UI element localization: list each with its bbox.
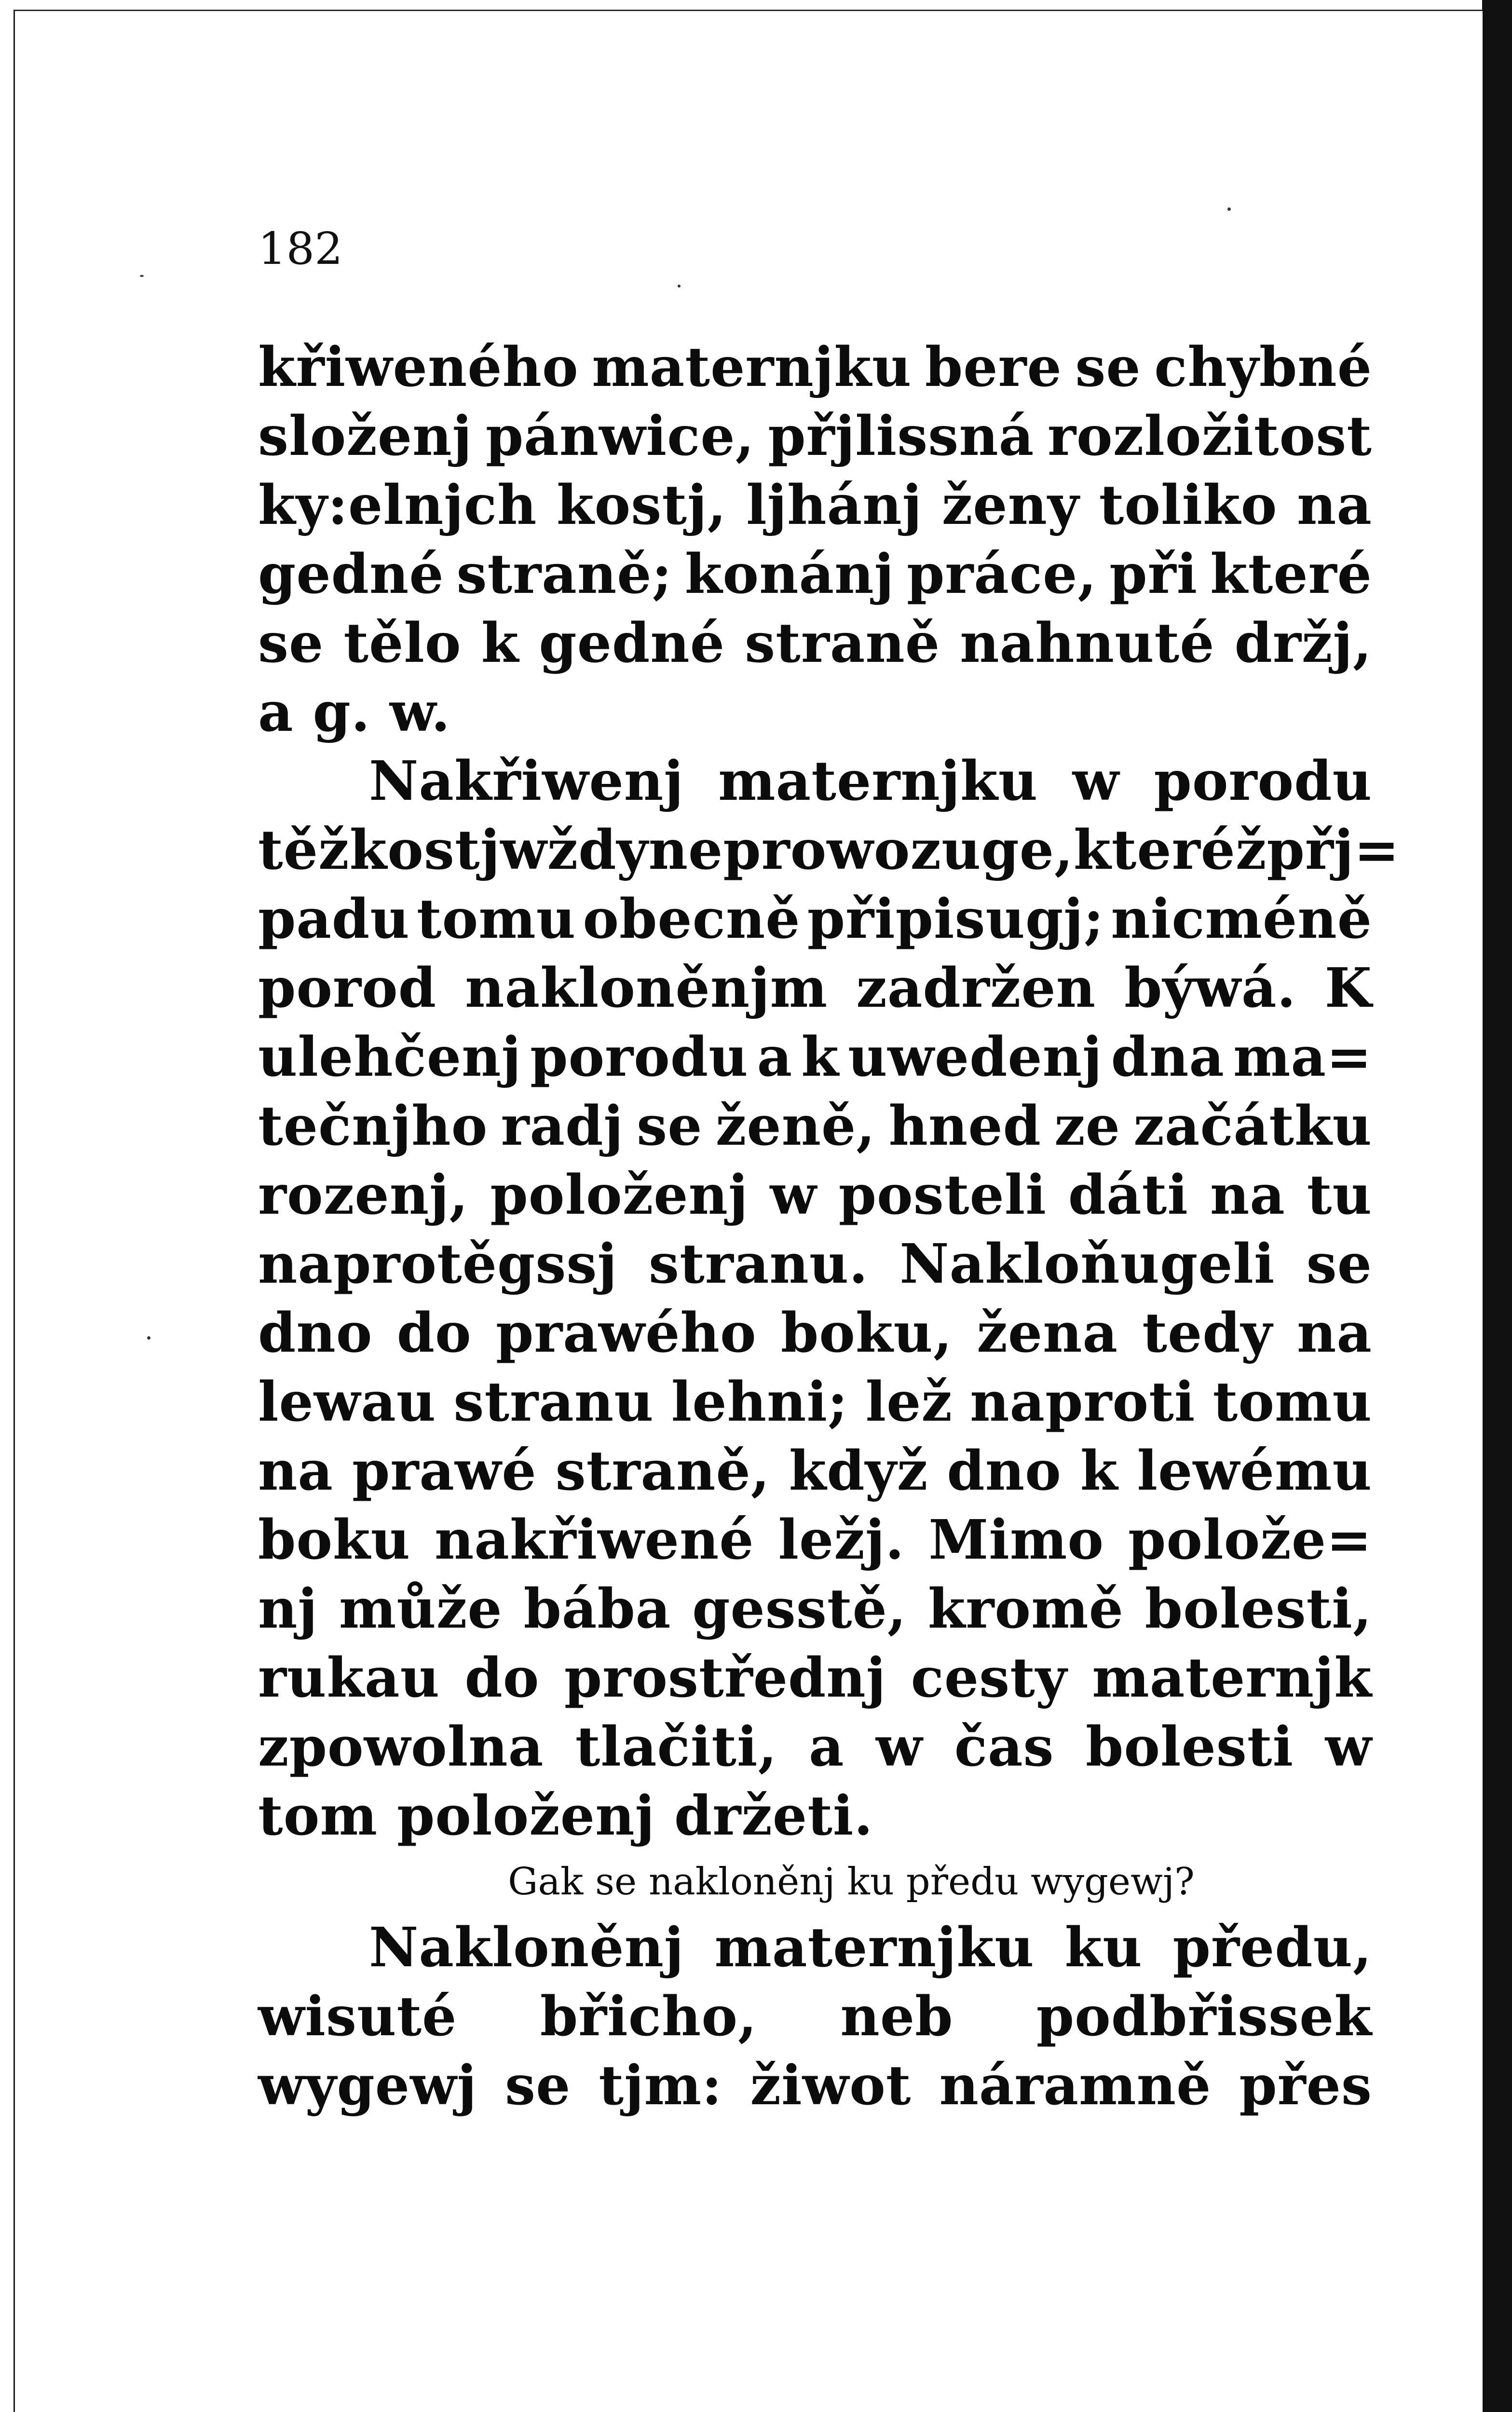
word: na bbox=[1297, 474, 1372, 537]
word: boku bbox=[258, 1508, 411, 1572]
word: neb bbox=[840, 1985, 954, 2048]
word: lehni; bbox=[671, 1370, 848, 1434]
word: wždy bbox=[500, 819, 649, 882]
word: obecně bbox=[583, 888, 801, 951]
word: kostj, bbox=[556, 474, 727, 537]
word: ku bbox=[1064, 1916, 1143, 1979]
word: kteréž bbox=[1074, 819, 1267, 882]
word: hned bbox=[888, 1095, 1041, 1158]
word: neprowozuge, bbox=[648, 819, 1074, 882]
word: křiweného bbox=[258, 336, 579, 399]
word: které bbox=[1210, 543, 1372, 606]
word: nicméně bbox=[1111, 888, 1372, 951]
word: těžkostj bbox=[258, 819, 501, 882]
word: w bbox=[1072, 750, 1120, 813]
word: ze bbox=[1054, 1095, 1121, 1158]
word: se bbox=[1306, 1233, 1372, 1296]
word: tedy bbox=[1142, 1302, 1273, 1365]
text-line bbox=[258, 609, 1372, 678]
word: může bbox=[339, 1577, 503, 1641]
word: straně; bbox=[456, 543, 672, 606]
word: ma= bbox=[1233, 1026, 1372, 1089]
word: přes bbox=[1239, 2054, 1372, 2117]
word: w bbox=[770, 1164, 817, 1227]
word: k bbox=[801, 1026, 839, 1089]
word: se bbox=[1075, 336, 1141, 399]
word: gedné bbox=[539, 612, 725, 675]
word: tělo bbox=[343, 612, 462, 675]
word: k bbox=[481, 612, 519, 675]
word: tu bbox=[1307, 1164, 1372, 1227]
word: w bbox=[1325, 1715, 1372, 1779]
word: gesstě, bbox=[692, 1577, 907, 1641]
word: lewau bbox=[258, 1370, 436, 1434]
text-line bbox=[258, 1437, 1372, 1506]
paragraph-1 bbox=[258, 333, 1372, 747]
word: ulehčenj bbox=[258, 1026, 522, 1089]
text-line bbox=[258, 678, 1372, 747]
word: boku, bbox=[780, 1302, 953, 1365]
word: rozenj, bbox=[258, 1164, 469, 1227]
word: kromě bbox=[927, 1577, 1124, 1641]
word: ženě, bbox=[715, 1095, 876, 1158]
word: nakřiwené bbox=[435, 1508, 754, 1572]
word: posteli bbox=[838, 1164, 1047, 1227]
word: wygewj bbox=[258, 2054, 477, 2117]
word: složenj bbox=[258, 405, 473, 468]
word: předu, bbox=[1172, 1916, 1372, 1979]
word: nj bbox=[258, 1577, 318, 1641]
word: přjlissná bbox=[768, 405, 1035, 468]
word: náramně bbox=[939, 2054, 1212, 2117]
text-line bbox=[258, 1161, 1372, 1230]
word: gedné bbox=[258, 543, 444, 606]
word: prawé bbox=[352, 1439, 537, 1503]
word: tomu bbox=[416, 888, 576, 951]
word: lewému bbox=[1137, 1439, 1372, 1503]
text-line bbox=[258, 1023, 1372, 1092]
word: a bbox=[808, 1715, 845, 1779]
word: býwá. bbox=[1124, 957, 1296, 1020]
word: nakloněnjm bbox=[465, 957, 828, 1020]
word: lež bbox=[865, 1370, 953, 1434]
word: polože= bbox=[1128, 1508, 1372, 1572]
text-line bbox=[258, 2051, 1372, 2120]
word: radj bbox=[501, 1095, 624, 1158]
word: straně bbox=[745, 612, 940, 675]
word: prawého bbox=[495, 1302, 757, 1365]
word: naproti bbox=[970, 1370, 1196, 1434]
word: na bbox=[258, 1439, 333, 1503]
paragraph-2 bbox=[258, 747, 1400, 1850]
page-text bbox=[258, 333, 1400, 2120]
text-line bbox=[258, 333, 1372, 402]
word: práce, bbox=[907, 543, 1097, 606]
word: maternjku bbox=[718, 750, 1038, 813]
word: položenj bbox=[490, 1164, 749, 1227]
word: dáti bbox=[1068, 1164, 1188, 1227]
text-line bbox=[258, 1506, 1372, 1575]
word: do bbox=[464, 1646, 540, 1710]
word: začátku bbox=[1133, 1095, 1372, 1158]
paper-speck bbox=[678, 285, 681, 288]
word: se bbox=[258, 612, 324, 675]
word: břicho, bbox=[540, 1985, 758, 2048]
text-line bbox=[258, 954, 1372, 1023]
word: na bbox=[1210, 1164, 1285, 1227]
text-line bbox=[258, 1230, 1372, 1299]
word: bolesti bbox=[1086, 1715, 1294, 1779]
word: maternjku bbox=[714, 1916, 1035, 1979]
word: na bbox=[1296, 1302, 1372, 1365]
word: cesty bbox=[911, 1646, 1067, 1710]
word: se bbox=[637, 1095, 703, 1158]
word: stranu bbox=[453, 1370, 654, 1434]
word: tečnjho bbox=[258, 1095, 488, 1158]
text-line bbox=[258, 1782, 1372, 1850]
text-line bbox=[258, 1368, 1372, 1437]
word: wisuté bbox=[258, 1985, 457, 2048]
word: podbřissek bbox=[1036, 1985, 1372, 2048]
word: Nakloňugeli bbox=[899, 1233, 1275, 1296]
word: maternjku bbox=[592, 336, 912, 399]
word: porod bbox=[258, 957, 437, 1020]
word: se bbox=[505, 2054, 571, 2117]
word: žiwot bbox=[750, 2054, 912, 2117]
word: konánj bbox=[684, 543, 895, 606]
paper-speck bbox=[140, 275, 144, 277]
word: dna bbox=[1111, 1026, 1225, 1089]
word: nahnuté bbox=[960, 612, 1215, 675]
word: maternjk bbox=[1092, 1646, 1372, 1710]
scan-right-edge bbox=[1482, 0, 1512, 2412]
word: K bbox=[1324, 957, 1372, 1020]
word: k bbox=[1080, 1439, 1118, 1503]
word: rukau bbox=[258, 1646, 440, 1710]
word: připisugj; bbox=[807, 888, 1104, 951]
word: naprotěgssj bbox=[258, 1233, 617, 1296]
word: stranu. bbox=[649, 1233, 869, 1296]
text-line bbox=[258, 1092, 1372, 1161]
word: porodu bbox=[530, 1026, 749, 1089]
word: uwedenj bbox=[847, 1026, 1103, 1089]
word: Nakloněnj bbox=[369, 1916, 684, 1979]
word: bolesti, bbox=[1144, 1577, 1372, 1641]
word: ženy bbox=[941, 474, 1080, 537]
text-line bbox=[258, 1299, 1372, 1368]
section-question-heading: Gak se nakloněnj ku předu wygewj? bbox=[508, 1860, 1195, 1904]
word: pánwice, bbox=[485, 405, 755, 468]
page-number: 182 bbox=[258, 223, 343, 274]
text-line bbox=[258, 471, 1372, 540]
text-line bbox=[258, 402, 1372, 471]
text-line bbox=[258, 816, 1400, 885]
word: bába bbox=[523, 1577, 671, 1641]
word: do bbox=[396, 1302, 472, 1365]
word: padu bbox=[258, 888, 410, 951]
word: čas bbox=[954, 1715, 1054, 1779]
text-line bbox=[258, 1575, 1372, 1644]
word: ljhánj bbox=[746, 474, 923, 537]
word: bere bbox=[925, 336, 1062, 399]
word: žena bbox=[977, 1302, 1118, 1365]
paper-speck bbox=[147, 1336, 150, 1340]
text-line bbox=[258, 885, 1372, 954]
word: tomu bbox=[1212, 1370, 1372, 1434]
word: straně, bbox=[555, 1439, 770, 1503]
word: porodu bbox=[1154, 750, 1372, 813]
word: tlačiti, bbox=[575, 1715, 777, 1779]
word: při bbox=[1109, 543, 1198, 606]
word: dno bbox=[947, 1439, 1062, 1503]
line-text: tom položenj držeti. bbox=[258, 1784, 873, 1848]
text-line bbox=[258, 1913, 1372, 1982]
word: tjm: bbox=[599, 2054, 722, 2117]
text-line bbox=[258, 540, 1372, 609]
word: zpowolna bbox=[258, 1715, 544, 1779]
line-text: a g. w. bbox=[258, 681, 450, 744]
word: rozložitost bbox=[1048, 405, 1372, 468]
text-line bbox=[258, 1982, 1372, 2051]
word: ky:elnjch bbox=[258, 474, 537, 537]
word: Mimo bbox=[928, 1508, 1104, 1572]
text-line bbox=[258, 1713, 1372, 1782]
word: Nakřiwenj bbox=[369, 750, 684, 813]
text-line bbox=[258, 1644, 1372, 1713]
text-line bbox=[258, 747, 1372, 816]
word: ležj. bbox=[778, 1508, 905, 1572]
word: w bbox=[875, 1715, 923, 1779]
word: když bbox=[789, 1439, 928, 1503]
word: dno bbox=[258, 1302, 373, 1365]
paragraph-3 bbox=[258, 1913, 1372, 2120]
word: toliko bbox=[1099, 474, 1278, 537]
word: zadržen bbox=[856, 957, 1096, 1020]
word: chybné bbox=[1154, 336, 1372, 399]
word: přj= bbox=[1267, 819, 1400, 882]
word: držj, bbox=[1234, 612, 1372, 675]
paper-speck bbox=[1227, 207, 1231, 211]
word: prostřednj bbox=[564, 1646, 886, 1710]
word: a bbox=[757, 1026, 793, 1089]
